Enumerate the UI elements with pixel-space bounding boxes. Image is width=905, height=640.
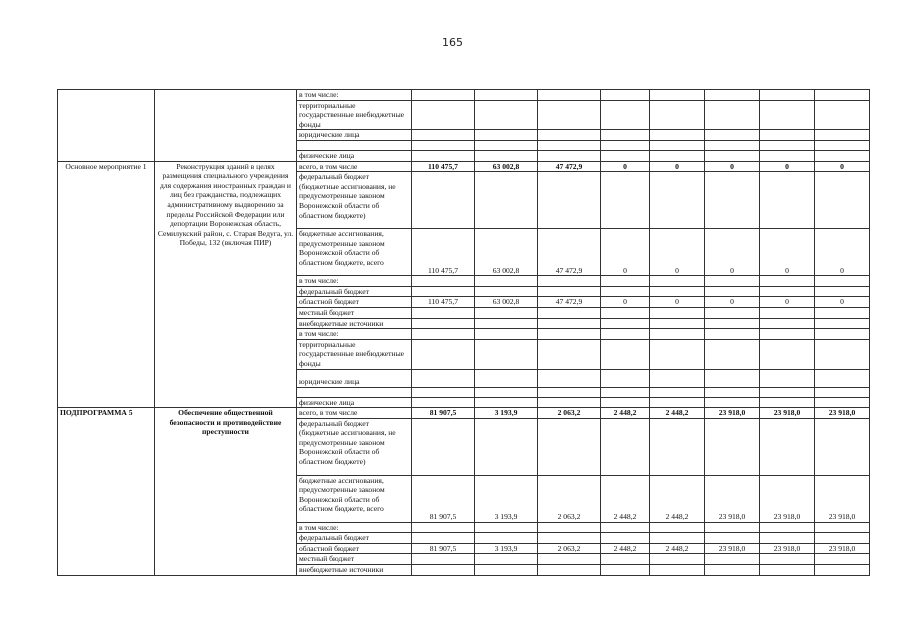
- value-cell: 0: [601, 161, 650, 172]
- value-cell: 63 002,8: [475, 161, 538, 172]
- value-cell: 0: [760, 297, 815, 308]
- value-cell: 0: [760, 161, 815, 172]
- value-cell: 0: [650, 229, 705, 276]
- value-cell: 110 475,7: [412, 229, 475, 276]
- value-cell: 81 907,5: [412, 543, 475, 554]
- source-label: федеральный бюджет (бюджетные ассигнования, не предусмотренные законом Воронежской области об областном бюджете): [297, 172, 412, 229]
- value-cell: 0: [705, 229, 760, 276]
- value-cell: 0: [650, 161, 705, 172]
- value-cell: 0: [815, 161, 870, 172]
- source-label: местный бюджет: [297, 307, 412, 318]
- table-row: [58, 90, 870, 101]
- value-cell: 63 002,8: [475, 297, 538, 308]
- value-cell: 0: [760, 229, 815, 276]
- value-cell: 0: [601, 229, 650, 276]
- value-cell: 81 907,5: [412, 475, 475, 522]
- source-label: федеральный бюджет (бюджетные ассигнования, не предусмотренные законом Воронежской области об областном бюджете): [297, 418, 412, 475]
- value-cell: 0: [705, 297, 760, 308]
- value-cell: 2 448,2: [650, 408, 705, 419]
- source-label: физические лица: [297, 150, 412, 161]
- source-label: федеральный бюджет: [297, 286, 412, 297]
- value-cell: 0: [650, 297, 705, 308]
- value-cell: 0: [601, 297, 650, 308]
- source-label: в том числе:: [297, 329, 412, 340]
- source-label: местный бюджет: [297, 554, 412, 565]
- source-label: бюджетные ассигнования, предусмотренные законом Воронежской области об областном бюджете, всего: [297, 475, 412, 522]
- source-label: физические лица: [297, 397, 412, 408]
- value-cell: 3 193,9: [475, 408, 538, 419]
- source-label: областной бюджет: [297, 543, 412, 554]
- value-cell: 47 472,9: [538, 229, 601, 276]
- value-cell: 3 193,9: [475, 475, 538, 522]
- value-cell: 23 918,0: [815, 408, 870, 419]
- source-label: внебюджетные источники: [297, 318, 412, 329]
- source-label: территориальные государственные внебюджетные фонды: [297, 339, 412, 369]
- source-label: юридические лица: [297, 369, 412, 387]
- table-row: [58, 161, 870, 172]
- value-cell: 2 448,2: [601, 475, 650, 522]
- value-cell: 63 002,8: [475, 229, 538, 276]
- source-label: в том числе:: [297, 522, 412, 533]
- table-row: [58, 408, 870, 419]
- source-label: юридические лица: [297, 130, 412, 141]
- value-cell: 2 448,2: [601, 408, 650, 419]
- value-cell: 2 448,2: [650, 543, 705, 554]
- value-cell: 2 448,2: [601, 543, 650, 554]
- measure-type-label: Основное мероприятие 1: [58, 161, 155, 408]
- subprogram-name: Обеспечение общественной безопасности и противодействие преступности: [155, 408, 297, 576]
- value-cell: 23 918,0: [815, 543, 870, 554]
- value-cell: 0: [815, 229, 870, 276]
- source-label: всего, в том числе: [297, 161, 412, 172]
- value-cell: 110 475,7: [412, 161, 475, 172]
- value-cell: 23 918,0: [705, 408, 760, 419]
- value-cell: 47 472,9: [538, 161, 601, 172]
- page-number: 165: [442, 36, 463, 49]
- source-label: в том числе:: [297, 90, 412, 101]
- value-cell: 23 918,0: [705, 543, 760, 554]
- source-label: внебюджетные источники: [297, 565, 412, 576]
- value-cell: 23 918,0: [815, 475, 870, 522]
- value-cell: 2 063,2: [538, 408, 601, 419]
- value-cell: 2 448,2: [650, 475, 705, 522]
- value-cell: 2 063,2: [538, 475, 601, 522]
- value-cell: 23 918,0: [705, 475, 760, 522]
- value-cell: 0: [815, 297, 870, 308]
- source-label: всего, в том числе: [297, 408, 412, 419]
- value-cell: 110 475,7: [412, 297, 475, 308]
- source-label: областной бюджет: [297, 297, 412, 308]
- source-label: в том числе:: [297, 276, 412, 287]
- subprogram-type-label: ПОДПРОГРАММА 5: [58, 408, 155, 576]
- value-cell: 0: [705, 161, 760, 172]
- value-cell: 81 907,5: [412, 408, 475, 419]
- source-label: федеральный бюджет: [297, 533, 412, 544]
- budget-table: [57, 89, 870, 576]
- value-cell: 23 918,0: [760, 475, 815, 522]
- value-cell: 23 918,0: [760, 543, 815, 554]
- value-cell: 3 193,9: [475, 543, 538, 554]
- value-cell: 47 472,9: [538, 297, 601, 308]
- source-label: территориальные государственные внебюджетные фонды: [297, 100, 412, 130]
- value-cell: 23 918,0: [760, 408, 815, 419]
- measure-name: Реконструкция зданий в целях размещения специального учреждения для содержания иностранных граждан и лиц без гражданства, подлежащих административному выдворению за пределы Российской Федерации или депортации Воронежская область, Семилукский район, с. Старая Ведуга, ул. Победы, 132 (включая ПИР): [155, 161, 297, 408]
- value-cell: 2 063,2: [538, 543, 601, 554]
- source-label: бюджетные ассигнования, предусмотренные законом Воронежской области об областном бюджете, всего: [297, 229, 412, 276]
